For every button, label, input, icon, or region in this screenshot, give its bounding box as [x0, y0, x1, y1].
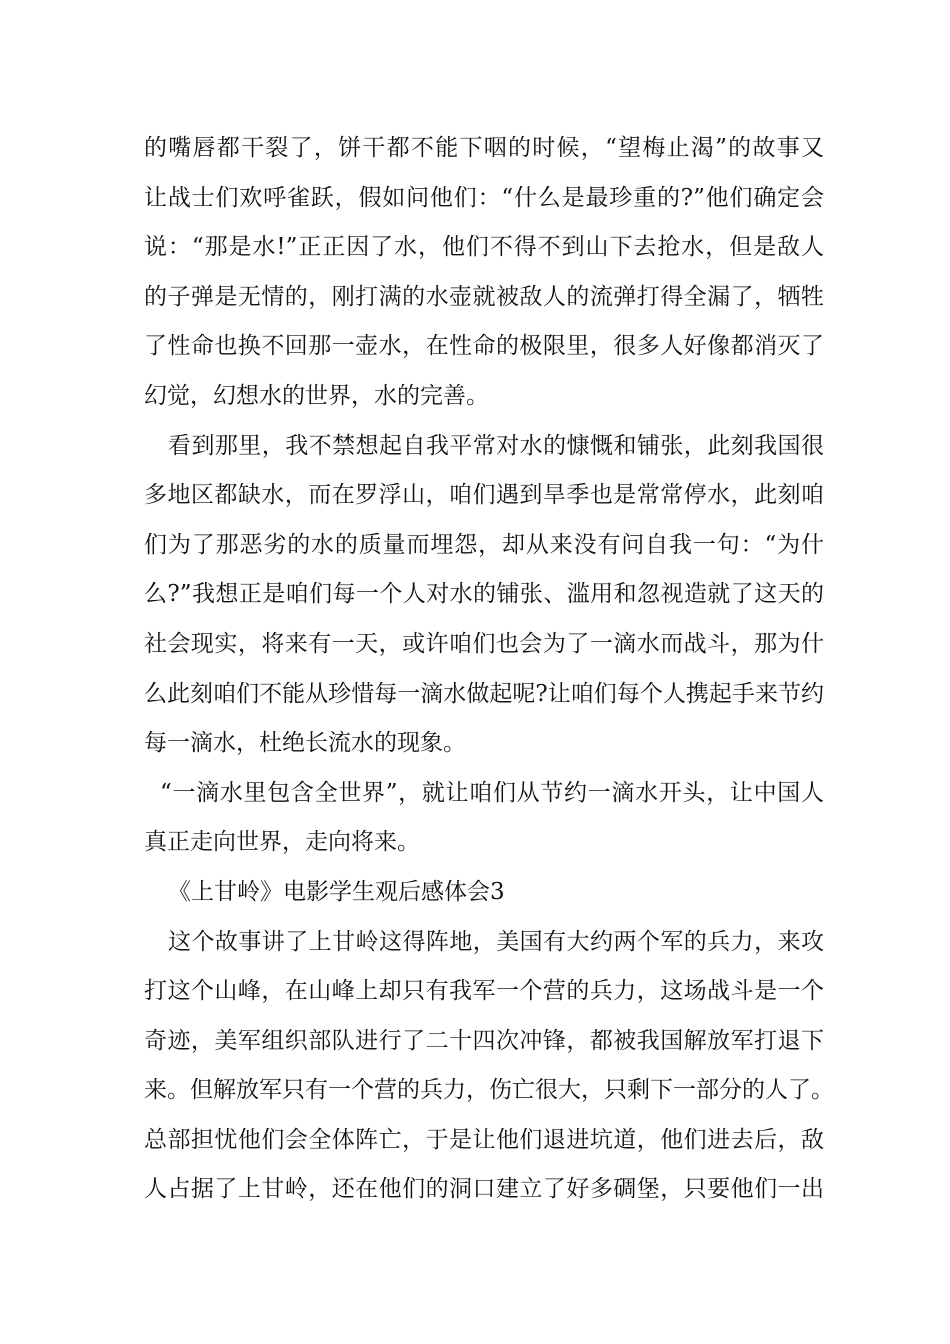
paragraph-first-line: 这个故事讲了上甘岭这得阵地，美国有大约两个军的兵力，来攻 — [168, 928, 824, 955]
text-line: 们为了那恶劣的水的质量而埋怨，却从来没有问自我一句：“为什 — [144, 531, 824, 558]
text-line: 么此刻咱们不能从珍惜每一滴水做起呢?让咱们每个人携起手来节约 — [144, 680, 824, 707]
text-line: 么?”我想正是咱们每一个人对水的铺张、滥用和忽视造就了这天的 — [144, 581, 824, 608]
text-line: 来。但解放军只有一个营的兵力，伤亡很大，只剩下一部分的人了。 — [144, 1077, 834, 1104]
section-heading: 《上甘岭》电影学生观后感体会3 — [168, 878, 505, 905]
text-line: 每一滴水，杜绝长流水的现象。 — [144, 730, 466, 757]
text-line: 让战士们欢呼雀跃，假如问他们：“什么是最珍重的?”他们确定会 — [144, 184, 824, 211]
text-line: 奇迹，美军组织部队进行了二十四次冲锋，都被我国解放军打退下 — [144, 1027, 824, 1054]
document-body — [144, 124, 834, 1215]
paragraph-first-line: 看到那里，我不禁想起自我平常对水的慷慨和铺张，此刻我国很 — [168, 432, 824, 459]
text-line: 人占据了上甘岭，还在他们的洞口建立了好多碉堡，只要他们一出 — [144, 1176, 824, 1203]
text-line: 打这个山峰，在山峰上却只有我军一个营的兵力，这场战斗是一个 — [144, 978, 824, 1005]
text-line: 了性命也换不回那一壶水，在性命的极限里，很多人好像都消灭了 — [144, 333, 824, 360]
text-line: 的嘴唇都干裂了，饼干都不能下咽的时候，“望梅止渴”的故事又 — [144, 135, 824, 161]
text-line: 说：“那是水!”正正因了水，他们不得不到山下去抢水，但是敌人 — [144, 234, 824, 261]
text-line: 幻觉，幻想水的世界，水的完善。 — [144, 382, 489, 409]
text-line: 总部担忧他们会全体阵亡，于是让他们退进坑道，他们进去后，敌 — [144, 1126, 824, 1153]
text-line: 的子弹是无情的，刚打满的水壶就被敌人的流弹打得全漏了，牺牲 — [144, 283, 824, 310]
text-line: 多地区都缺水，而在罗浮山，咱们遇到旱季也是常常停水，此刻咱 — [144, 482, 824, 509]
text-line: 真正走向世界，走向将来。 — [144, 829, 420, 856]
text-line: 社会现实，将来有一天，或许咱们也会为了一滴水而战斗，那为什 — [144, 630, 824, 657]
paragraph-first-line: “一滴水里包含全世界”，就让咱们从节约一滴水开头，让中国人 — [160, 779, 824, 806]
